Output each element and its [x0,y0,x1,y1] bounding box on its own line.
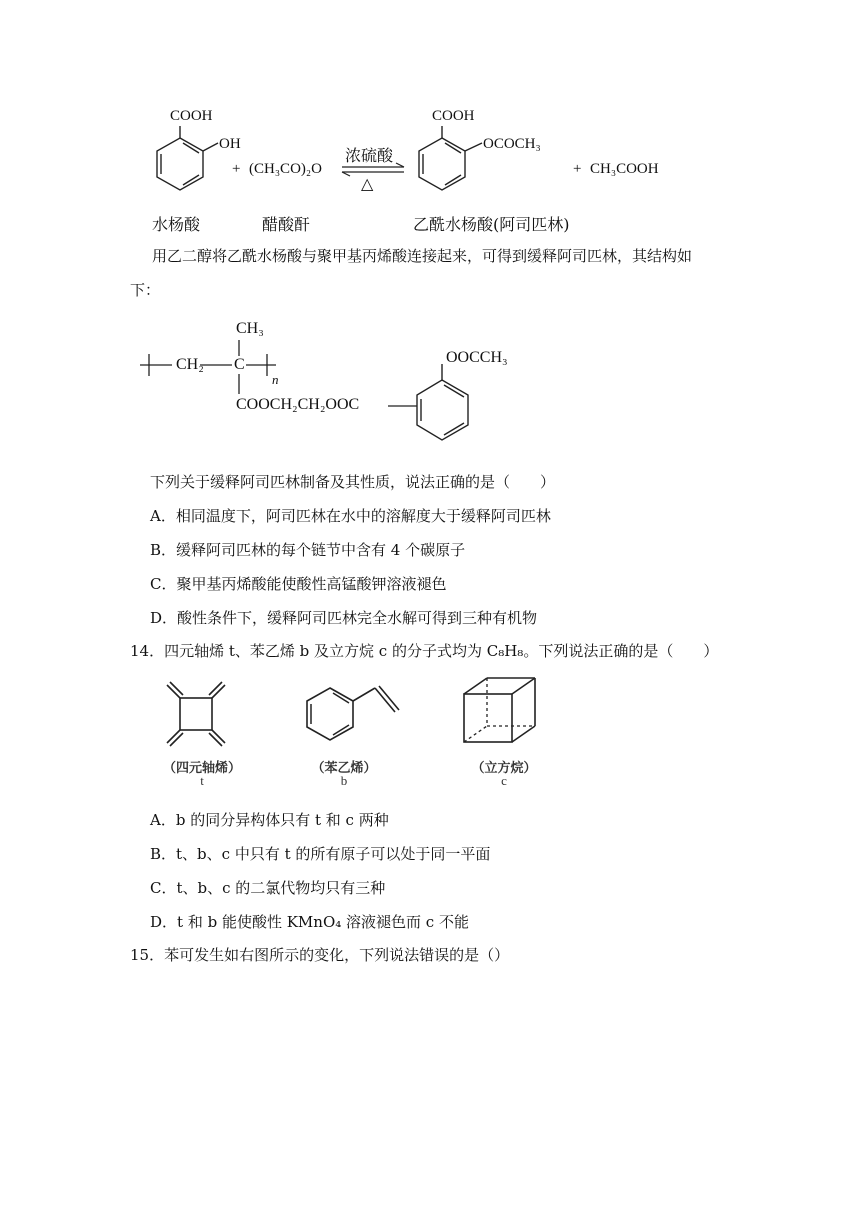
polymer-ester-chain: COOCH₂CH₂OOC [236,396,360,413]
aspirin-ococh3-label: OCOCH₃ [483,136,541,152]
acetic-anhydride-formula: (CH₃CO)₂O [249,161,322,177]
intro-line-1: 用乙二醇将乙酰水杨酸与聚甲基丙烯酸连接起来，可得到缓释阿司匹林，其结构如 [152,247,693,265]
q15-stem: 15．苯可发生如右图所示的变化，下列说法错误的是（） [130,946,510,964]
plus-sign-2: + [573,161,582,177]
salicylic-acid-name: 水杨酸 [152,215,201,234]
catalyst-label: 浓硫酸 [345,146,394,165]
heat-condition: △ [361,174,374,193]
intro-line-2: 下： [130,281,161,299]
salicylic-cooh-label: COOH [170,108,213,124]
q14-option-c: C．t、b、c 的二氯代物均只有三种 [150,879,386,897]
cubane-letter: c [501,773,507,788]
q14-option-a: A．b 的同分异构体只有 t 和 c 两种 [150,811,389,829]
polymer-ch2: CH₂ [176,356,204,373]
polymer-methyl: CH₃ [236,320,264,337]
styrene-structure [295,680,415,755]
acetic-acid-formula: CH₃COOH [590,161,659,177]
acetic-anhydride-name: 醋酸酐 [262,215,311,234]
polymer-acetoxy: OOCCH₃ [446,349,508,366]
q13-stem: 下列关于缓释阿司匹林制备及其性质，说法正确的是（ ） [150,473,556,491]
polymer-c: C [234,356,245,373]
styrene-caption: （苯乙烯） [311,761,377,776]
plus-sign: + [232,161,241,177]
q13-option-d: D．酸性条件下，缓释阿司匹林完全水解可得到三种有机物 [150,609,538,627]
q13-option-c: C．聚甲基丙烯酸能使酸性高锰酸钾溶液褪色 [150,575,447,593]
q14-option-d: D．t 和 b 能使酸性 KMnO₄ 溶液褪色而 c 不能 [150,913,469,931]
q13-option-a: A．相同温度下，阿司匹林在水中的溶解度大于缓释阿司匹林 [150,507,551,525]
radialene-structure [155,678,245,758]
aspirin-name: 乙酰水杨酸(阿司匹林) [413,215,570,234]
q14-stem: 14．四元轴烯 t、苯乙烯 b 及立方烷 c 的分子式均为 C₈H₈。下列说法正确的是（ ） [130,642,719,660]
polymer-n: n [272,372,279,387]
radialene-letter: t [200,773,204,788]
cubane-structure [455,672,550,757]
polymer-benzene-ring [380,350,490,470]
radialene-caption: （四元轴烯） [162,761,241,776]
q13-option-b: B．缓释阿司匹林的每个链节中含有 4 个碳原子 [150,541,466,559]
q14-option-b: B．t、b、c 中只有 t 的所有原子可以处于同一平面 [150,845,491,863]
styrene-letter: b [340,773,348,788]
aspirin-cooh-label: COOH [432,108,475,124]
salicylic-oh-label: OH [219,136,241,152]
cubane-caption: （立方烷） [471,761,537,776]
